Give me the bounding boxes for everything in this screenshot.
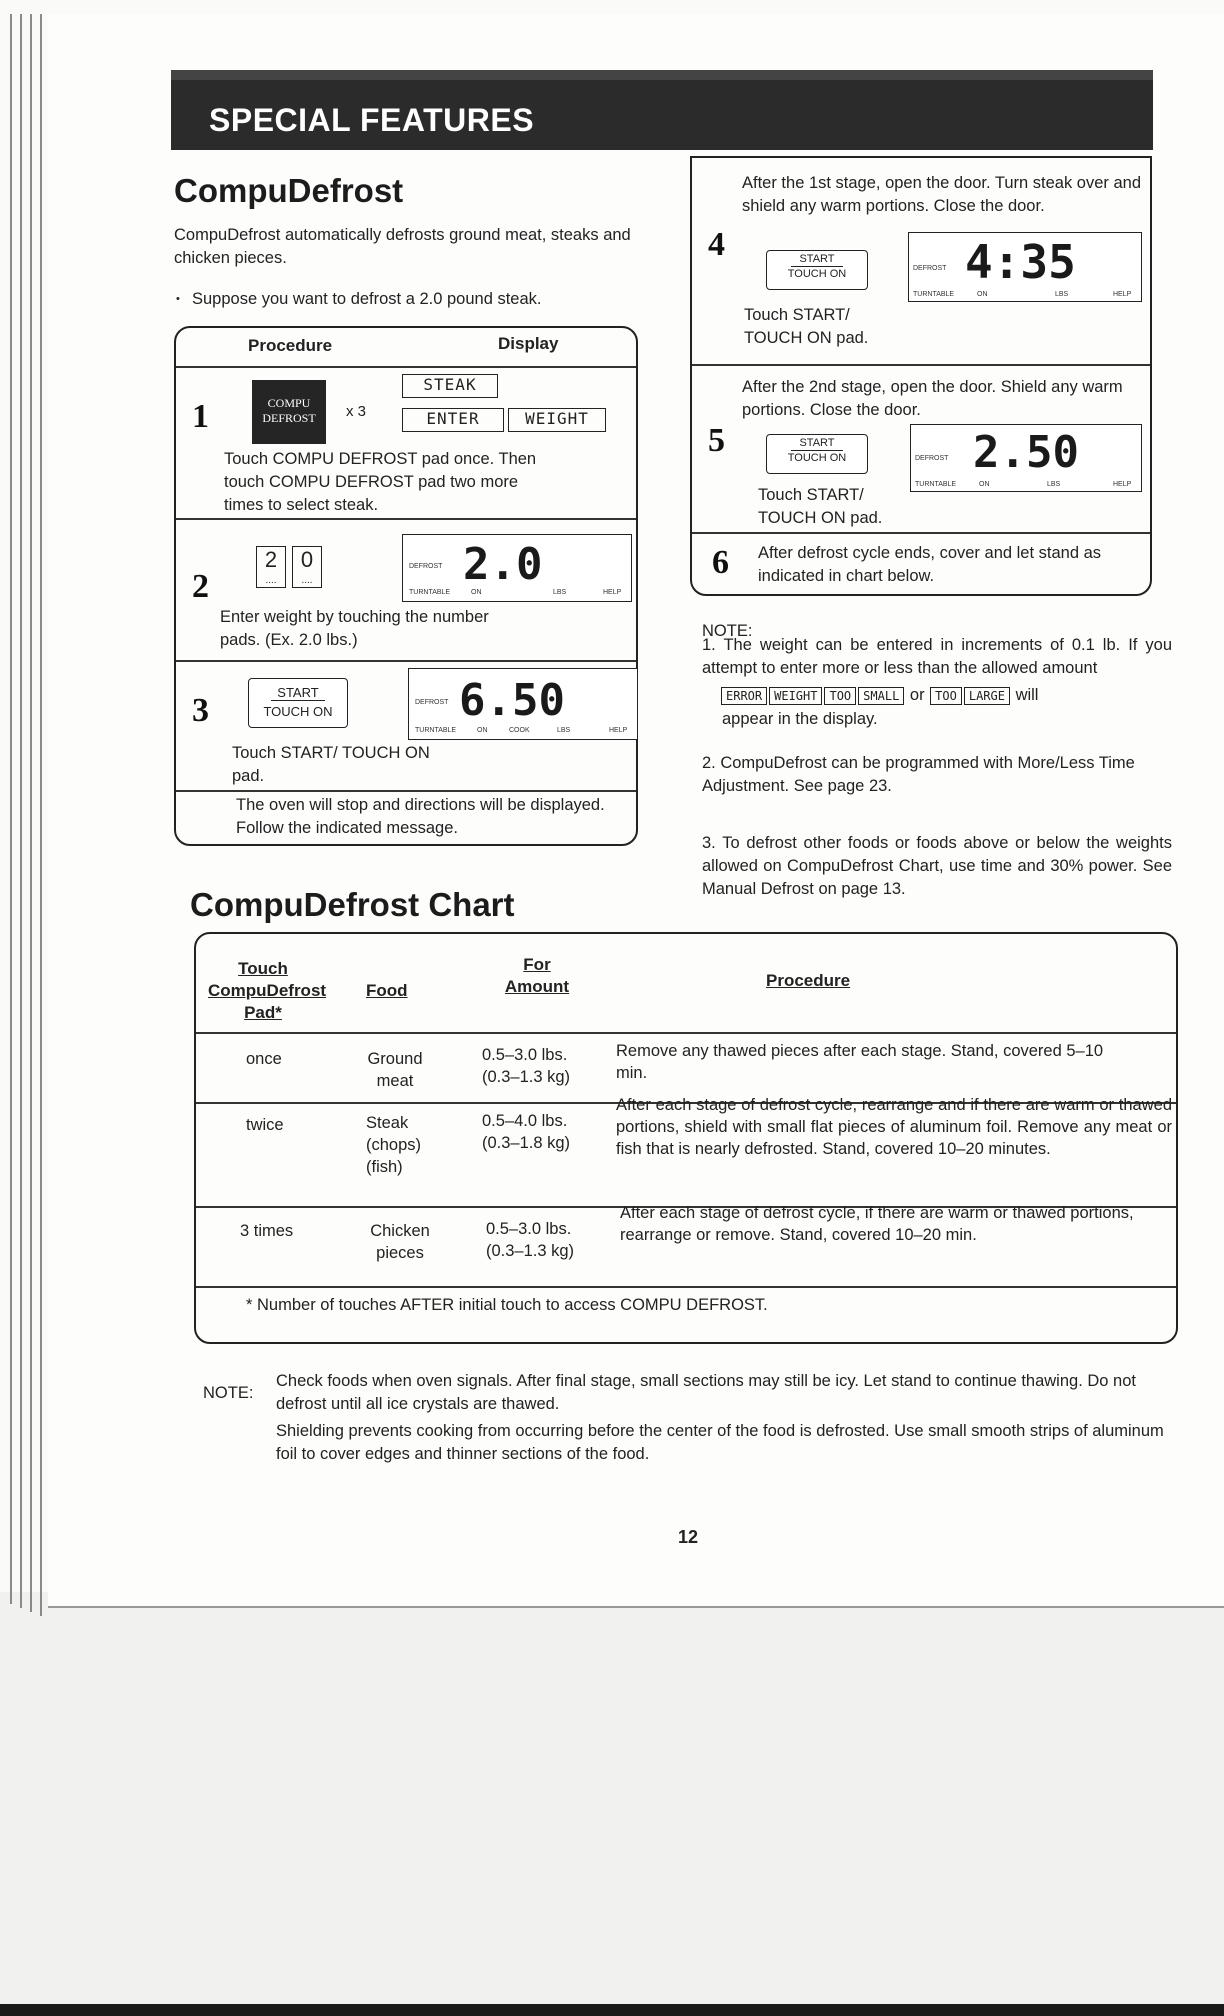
row-food: Ground meat	[367, 1050, 423, 1090]
indicator-lbs: LBS	[1055, 291, 1069, 298]
start-touch-on-pad[interactable]	[248, 678, 348, 728]
or-word: or	[909, 686, 925, 704]
header-procedure: Procedure	[766, 971, 851, 990]
indicator-help: HELP	[603, 589, 622, 596]
step-5-text-bottom: Touch START/ TOUCH ON pad.	[758, 486, 883, 527]
lcd-word: LARGE	[964, 687, 1010, 705]
display-value: 2.50	[973, 427, 1079, 478]
page-stack-edge	[30, 14, 32, 1612]
number-pad-2[interactable]: 2 ....	[256, 546, 286, 588]
row-touch: 3 times	[240, 1222, 294, 1240]
intro-description: CompuDefrost automatically defrosts ground meat, steaks and chicken pieces.	[174, 226, 631, 267]
row-procedure: After each stage of defrost cycle, if there are warm or thawed portions, rearrange or remove. Stand, covered 10–20 min.	[620, 1204, 1134, 1244]
step-number: 1	[192, 398, 209, 435]
indicator-turntable: TURNTABLE	[913, 291, 955, 298]
step-number: 5	[708, 422, 725, 459]
step-number: 6	[712, 544, 729, 581]
lcd-word: SMALL	[858, 687, 904, 705]
divider	[196, 1286, 1176, 1288]
divider	[176, 790, 636, 792]
row-amount-lbs: 0.5–4.0 lbs.	[482, 1112, 568, 1130]
page-number: 12	[678, 1527, 699, 1547]
banner-title: SPECIAL FEATURES	[209, 102, 535, 138]
step-number: 4	[708, 226, 725, 263]
pad-label-1: COMPU	[267, 396, 311, 410]
display-value: 2.0	[463, 539, 543, 590]
step-6-text: After defrost cycle ends, cover and let stand as indicated in chart below.	[758, 544, 1102, 585]
lcd-word: WEIGHT	[769, 687, 822, 705]
oven-display	[402, 534, 632, 602]
start-touch-on-pad[interactable]	[766, 250, 868, 290]
procedure-footer-text: The oven will stop and directions will be displayed. Follow the indicated message.	[236, 796, 605, 837]
indicator-lbs: LBS	[557, 727, 571, 734]
display-value: 4:35	[965, 235, 1076, 289]
key-bottom-label: TOUCH ON	[787, 452, 847, 464]
display-steak: STEAK	[402, 374, 498, 398]
row-food: Steak (chops) (fish)	[366, 1114, 422, 1176]
display-enter: ENTER	[402, 408, 504, 432]
step-2-text: Enter weight by touching the number pads. (Ex. 2.0 lbs.)	[220, 608, 489, 649]
key-bottom-label: TOUCH ON	[787, 268, 847, 280]
row-touch: once	[246, 1050, 282, 1068]
note-1-end: appear in the display.	[722, 710, 878, 728]
compudefrost-chart	[194, 932, 1178, 1344]
indicator-defrost: DEFROST	[915, 455, 949, 462]
scanner-edge	[0, 2004, 1224, 2016]
step-5-text-top: After the 2nd stage, open the door. Shield any warm portions. Close the door.	[742, 378, 1123, 419]
row-amount-lbs: 0.5–3.0 lbs.	[486, 1220, 572, 1238]
indicator-on: ON	[979, 481, 990, 488]
step-1-text: Touch COMPU DEFROST pad once. Then touch COMPU DEFROST pad two more times to select steak.	[224, 450, 537, 514]
row-procedure: After each stage of defrost cycle, rearrange and if there are warm or thawed portions, shield with small flat pieces of aluminum foil. Remove any meat or fish that is nearly defrosted. Stand, covered 10–20 minutes.	[616, 1096, 1172, 1158]
lcd-word: TOO	[930, 687, 962, 705]
divider	[176, 518, 636, 520]
note-1-words	[720, 684, 1180, 707]
multiplier: x 3	[346, 403, 367, 420]
suppose-text: Suppose you want to defrost a 2.0 pound steak.	[192, 290, 542, 308]
lcd-word: ERROR	[721, 687, 767, 705]
bottom-note-label: NOTE:	[203, 1384, 254, 1402]
page-stack-edge	[20, 14, 22, 1608]
header-touch: Touch CompuDefrost Pad*	[208, 959, 327, 1022]
step-4-text-top: After the 1st stage, open the door. Turn steak over and shield any warm portions. Close the door.	[742, 174, 1142, 215]
indicator-cook: COOK	[509, 727, 530, 734]
step-4-text-bottom: Touch START/ TOUCH ON pad.	[744, 306, 869, 347]
divider	[176, 660, 636, 662]
indicator-help: HELP	[1113, 481, 1132, 488]
indicator-defrost: DEFROST	[415, 699, 449, 706]
compudefrost-heading: CompuDefrost	[174, 172, 404, 209]
indicator-turntable: TURNTABLE	[415, 727, 457, 734]
indicator-on: ON	[977, 291, 988, 298]
indicator-defrost: DEFROST	[409, 563, 443, 570]
display-header: Display	[498, 334, 559, 353]
header-food: Food	[366, 981, 408, 1000]
number-pad-0[interactable]: 0 ....	[292, 546, 322, 588]
continued-steps-box	[690, 156, 1152, 596]
oven-display	[408, 668, 638, 740]
display-weight: WEIGHT	[508, 408, 606, 432]
row-amount-kg: (0.3–1.3 kg)	[486, 1242, 575, 1260]
indicator-help: HELP	[1113, 291, 1132, 298]
indicator-turntable: TURNTABLE	[915, 481, 957, 488]
will-word: will	[1015, 686, 1039, 704]
divider	[196, 1032, 1176, 1034]
procedure-header: Procedure	[248, 336, 333, 355]
indicator-on: ON	[477, 727, 488, 734]
note-1-text: 1. The weight can be entered in increments of 0.1 lb. If you attempt to enter more or less than the allowed amount	[702, 636, 1172, 677]
row-procedure: Remove any thawed pieces after each stage. Stand, covered 5–10 min.	[616, 1042, 1104, 1082]
indicator-defrost: DEFROST	[913, 265, 947, 272]
page-stack-edge	[40, 14, 42, 1616]
note-label: NOTE:	[702, 622, 753, 640]
oven-display	[910, 424, 1142, 492]
step-number: 3	[192, 692, 209, 729]
pad-digit: 0	[300, 547, 314, 572]
step-number: 2	[192, 568, 209, 605]
indicator-on: ON	[471, 589, 482, 596]
chart-footnote: * Number of touches AFTER initial touch to access COMPU DEFROST.	[246, 1296, 768, 1314]
page-stack-edge	[10, 14, 12, 1604]
compu-defrost-pad[interactable]	[252, 380, 326, 444]
indicator-lbs: LBS	[1047, 481, 1061, 488]
row-amount-kg: (0.3–1.3 kg)	[482, 1068, 571, 1086]
procedure-box	[174, 326, 638, 846]
key-top-label: START	[791, 253, 843, 267]
bottom-note-line-2: Shielding prevents cooking from occurring before the center of the food is defrosted. Use small smooth strips of aluminum foil to cover edges and thinner sections of the food.	[276, 1422, 1164, 1463]
pad-digit: 2	[264, 547, 278, 572]
divider	[176, 366, 636, 368]
header-amount: For Amount	[504, 955, 570, 996]
bottom-note-line-1: Check foods when oven signals. After final stage, small sections may still be icy. Let stand to continue thawing. Do not defrost until all ice crystals are thawed.	[276, 1372, 1136, 1413]
row-amount-lbs: 0.5–3.0 lbs.	[482, 1046, 568, 1064]
row-food: Chicken pieces	[370, 1222, 430, 1262]
divider	[692, 364, 1150, 366]
key-top-label: START	[791, 437, 843, 451]
row-amount-kg: (0.3–1.8 kg)	[482, 1134, 571, 1152]
section-banner	[171, 70, 1153, 150]
step-3-text: Touch START/ TOUCH ON pad.	[232, 744, 430, 785]
note-2-text: 2. CompuDefrost can be programmed with More/Less Time Adjustment. See page 23.	[702, 754, 1135, 795]
bullet-mark: •	[176, 293, 180, 305]
display-value: 6.50	[459, 675, 565, 726]
lcd-word: TOO	[824, 687, 856, 705]
pad-label-2: DEFROST	[262, 411, 316, 425]
key-bottom-label: TOUCH ON	[263, 704, 333, 719]
note-3-text: 3. To defrost other foods or foods above or below the weights allowed on CompuDefrost Chart, use time and 30% power. See Manual Defrost on page 13.	[702, 834, 1172, 898]
divider	[692, 532, 1150, 534]
start-touch-on-pad[interactable]	[766, 434, 868, 474]
indicator-help: HELP	[609, 727, 628, 734]
indicator-lbs: LBS	[553, 589, 567, 596]
chart-heading: CompuDefrost Chart	[190, 886, 515, 923]
key-top-label: START	[271, 685, 325, 701]
scanner-bed	[0, 1592, 1224, 2016]
oven-display	[908, 232, 1142, 302]
indicator-turntable: TURNTABLE	[409, 589, 451, 596]
row-touch: twice	[246, 1116, 284, 1134]
